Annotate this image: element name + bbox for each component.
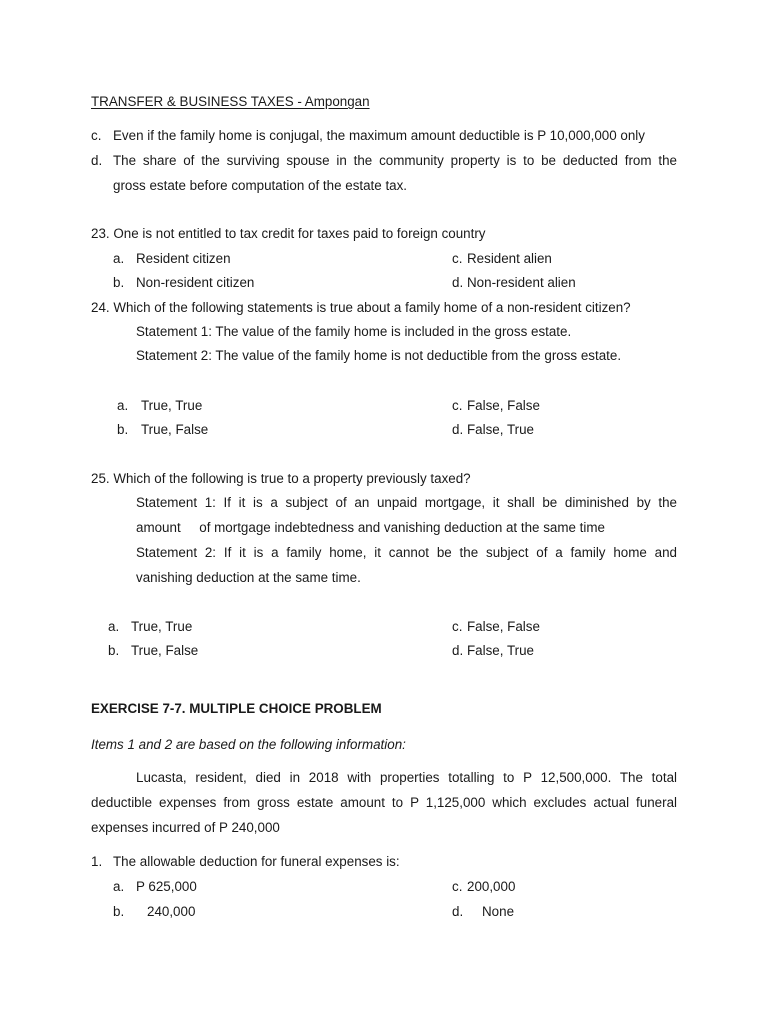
exercise-heading: EXERCISE 7-7. MULTIPLE CHOICE PROBLEM: [91, 701, 382, 716]
q23-choice-c-letter: c.: [452, 251, 463, 266]
item-1-choice-a-letter: a.: [113, 879, 125, 894]
prev-item-c-text: Even if the family home is conjugal, the maximum amount deductible is P 10,000,000 only: [113, 128, 645, 143]
item-1-number: 1.: [91, 854, 103, 869]
exercise-paragraph-line1: Lucasta, resident, died in 2018 with properties totalling to P 12,500,000. The total: [136, 770, 677, 785]
item-1-choice-c-text: 200,000: [467, 879, 516, 894]
exercise-paragraph-line3: expenses incurred of P 240,000: [91, 820, 280, 835]
q24-choice-d-text: False, True: [467, 422, 534, 437]
q25-choice-a-letter: a.: [108, 619, 120, 634]
q24-choice-b-letter: b.: [117, 422, 129, 437]
question-24: 24. Which of the following statements is true about a family home of a non-resident citizen?: [91, 300, 631, 315]
q25-choice-c-text: False, False: [467, 619, 540, 634]
q24-choice-a-letter: a.: [117, 398, 129, 413]
item-1-question: The allowable deduction for funeral expenses is:: [113, 854, 400, 869]
question-25: 25. Which of the following is true to a property previously taxed?: [91, 471, 471, 486]
item-1-choice-b-letter: b.: [113, 904, 125, 919]
q25-choice-b-text: True, False: [131, 643, 199, 658]
prev-item-c-letter: c.: [91, 128, 102, 143]
prev-item-d-text-line2: gross estate before computation of the estate tax.: [113, 178, 408, 193]
q23-choice-d-letter: d.: [452, 275, 464, 290]
q25-choice-d-letter: d.: [452, 643, 464, 658]
exercise-intro: Items 1 and 2 are based on the following information:: [91, 737, 406, 752]
q23-choice-c-text: Resident alien: [467, 251, 552, 266]
page-header-title: TRANSFER & BUSINESS TAXES - Ampongan: [91, 94, 370, 109]
q25-statement-1-line1: Statement 1: If it is a subject of an unpaid mortgage, it shall be diminished by the: [136, 495, 677, 510]
exercise-paragraph-line2: deductible expenses from gross estate amount to P 1,125,000 which excludes actual funeral: [91, 795, 677, 810]
q25-choice-b-letter: b.: [108, 643, 120, 658]
q25-statement-2-line1: Statement 2: If it is a family home, it cannot be the subject of a family home and: [136, 545, 677, 560]
q25-choice-c-letter: c.: [452, 619, 463, 634]
prev-item-d-letter: d.: [91, 153, 103, 168]
q24-choice-a-text: True, True: [141, 398, 203, 413]
q24-choice-c-letter: c.: [452, 398, 463, 413]
item-1-choice-a-text: P 625,000: [136, 879, 197, 894]
prev-item-d-text-line1: The share of the surviving spouse in the community property is to be deducted from the: [113, 153, 677, 168]
q24-statement-2: Statement 2: The value of the family home is not deductible from the gross estate.: [136, 348, 622, 363]
q24-statement-1: Statement 1: The value of the family home is included in the gross estate.: [136, 324, 572, 339]
q23-choice-d-text: Non-resident alien: [467, 275, 576, 290]
q24-choice-b-text: True, False: [141, 422, 209, 437]
question-23: 23. One is not entitled to tax credit for taxes paid to foreign country: [91, 226, 486, 241]
q24-choice-d-letter: d.: [452, 422, 464, 437]
q25-choice-a-text: True, True: [131, 619, 193, 634]
item-1-choice-c-letter: c.: [452, 879, 463, 894]
q23-choice-a-text: Resident citizen: [136, 251, 231, 266]
item-1-choice-d-letter: d.: [452, 904, 464, 919]
q25-statement-1-line2: amount of mortgage indebtedness and vanishing deduction at the same time: [136, 520, 605, 535]
item-1-choice-d-text: None: [482, 904, 515, 919]
q23-choice-b-text: Non-resident citizen: [136, 275, 255, 290]
q24-choice-c-text: False, False: [467, 398, 540, 413]
q25-statement-2-line2: vanishing deduction at the same time.: [136, 570, 361, 585]
q23-choice-b-letter: b.: [113, 275, 125, 290]
item-1-choice-b-text: 240,000: [147, 904, 196, 919]
q25-choice-d-text: False, True: [467, 643, 534, 658]
q23-choice-a-letter: a.: [113, 251, 125, 266]
